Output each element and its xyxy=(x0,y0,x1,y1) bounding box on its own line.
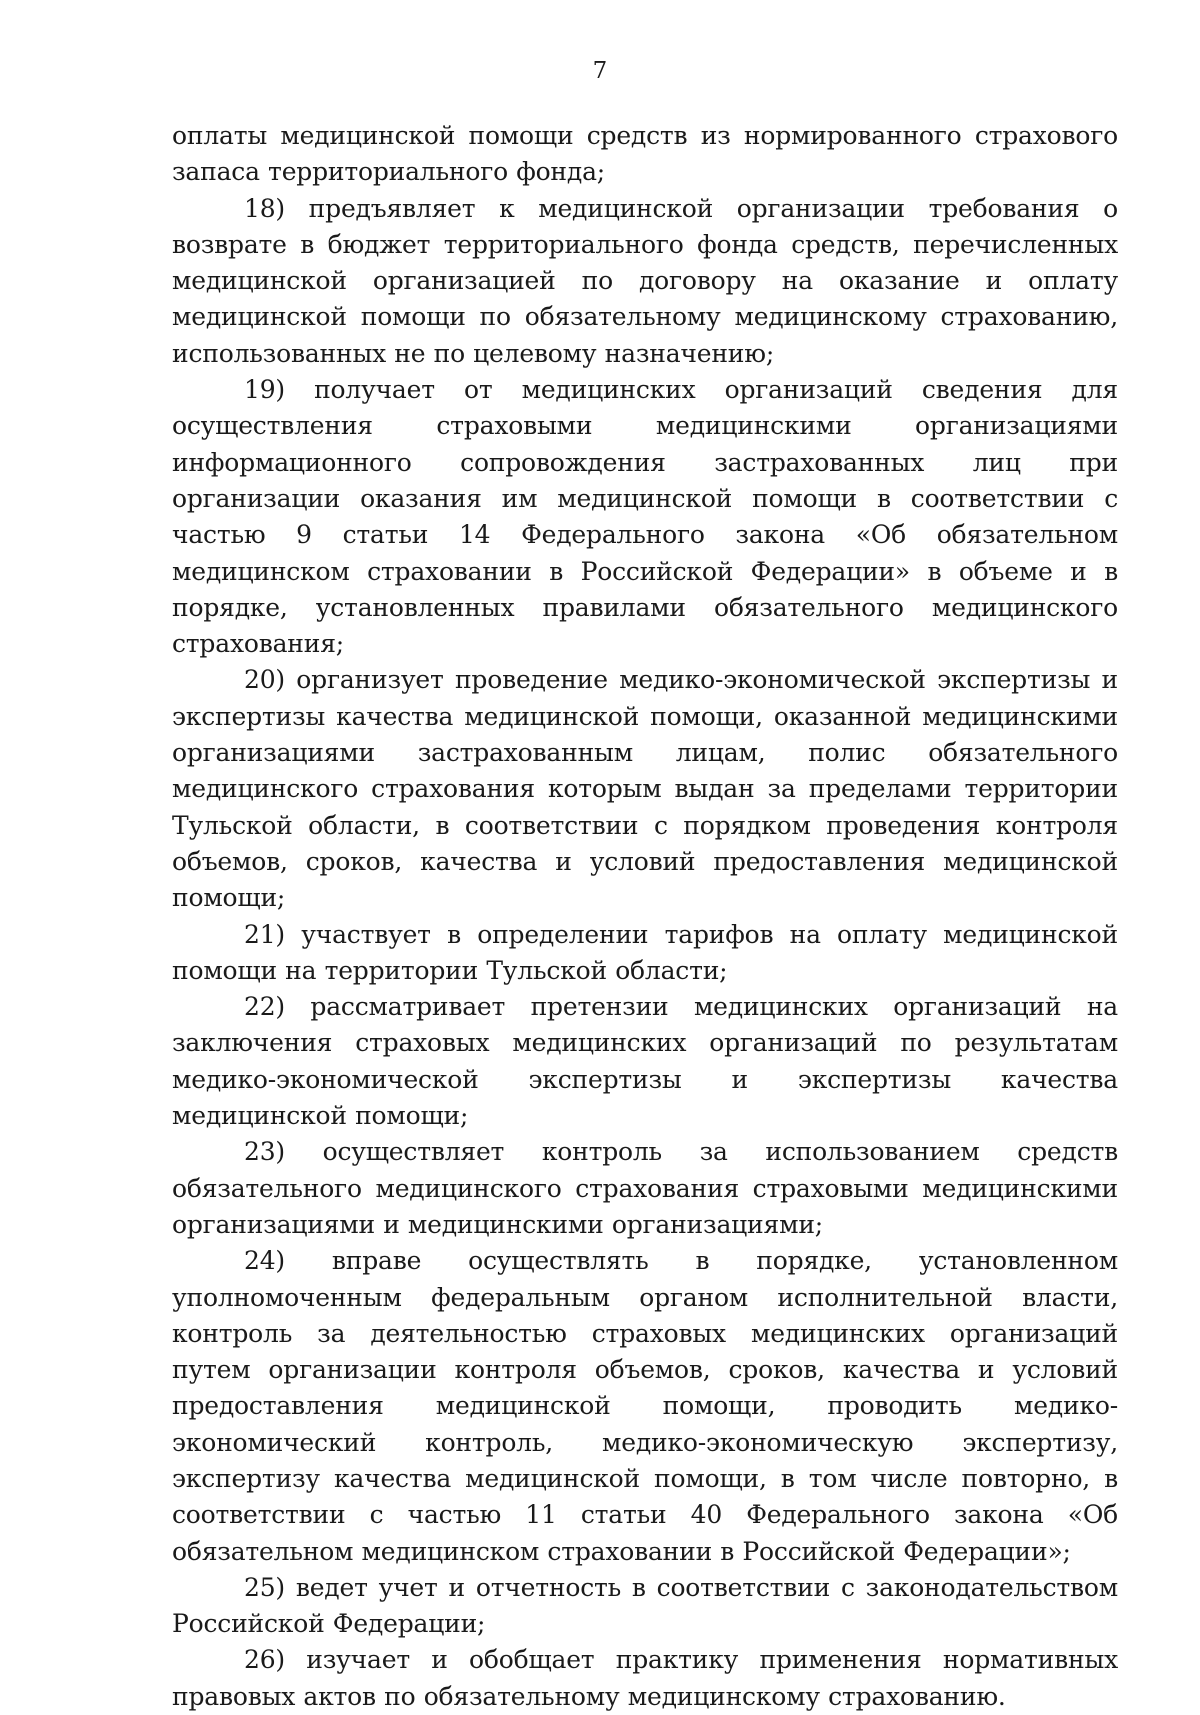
paragraph-item-21: 21) участвует в определении тарифов на оплату медицинской помощи на территории Тульской области; xyxy=(172,919,1118,985)
paragraph-item-23: 23) осуществляет контроль за использованием средств обязательного медицинского страхования страховыми медицинскими организациями и медицинскими организациями; xyxy=(172,1137,1118,1239)
paragraph-item-19: 19) получает от медицинских организаций сведения для осуществления страховыми медицинскими организациями информационного сопровождения застрахованных лиц при организации оказания им медицинской помощи в соответствии с частью 9 статьи 14 Федерального закона «Об обязательном медицинском страховании в Российской Федерации» в объеме и в порядке, установленных правилами обязательного медицинского страхования; xyxy=(172,375,1118,659)
paragraph-continuation: оплаты медицинской помощи средств из нормированного страхового запаса территориального фонда; xyxy=(172,121,1118,187)
paragraph-item-18: 18) предъявляет к медицинской организации требования о возврате в бюджет территориального фонда средств, перечисленных медицинской организацией по договору на оказание и оплату медицинской помощи по обязательному медицинскому страхованию, использованных не по целевому назначению; xyxy=(172,193,1118,368)
paragraph-item-22: 22) рассматривает претензии медицинских организаций на заключения страховых медицинских организаций по результатам медико-экономической экспертизы и экспертизы качества медицинской помощи; xyxy=(172,992,1118,1131)
paragraph-item-25: 25) ведет учет и отчетность в соответствии с законодательством Российской Федерации; xyxy=(172,1572,1118,1639)
paragraph-item-24: 24) вправе осуществлять в порядке, установленном уполномоченным федеральным органом исполнительной власти, контроль за деятельностью страховых медицинских организаций путем организации контроля объемов, сроков, качества и условий предоставления медицинской помощи, проводить медико-экономический контроль, медико-экономическую экспертизу, экспертизу качества медицинской помощи, в том числе повторно, в соответствии с частью 11 статьи 40 Федерального закона «Об обязательном медицинском страховании в Российской Федерации»; xyxy=(172,1246,1118,1566)
paragraph-item-20: 20) организует проведение медико-экономической экспертизы и экспертизы качества медицинской помощи, оказанной медицинскими организациями застрахованным лицам, полис обязательного медицинского страхования которым выдан за пределами территории Тульской области, в соответствии с порядком проведения контроля объемов, сроков, качества и условий предоставления медицинской помощи; xyxy=(172,665,1118,913)
paragraph-item-26: 26) изучает и обобщает практику применения нормативных правовых актов по обязательному медицинскому страхованию. xyxy=(172,1645,1118,1711)
page-number: 7 xyxy=(592,58,608,84)
document-body xyxy=(172,118,1118,1715)
